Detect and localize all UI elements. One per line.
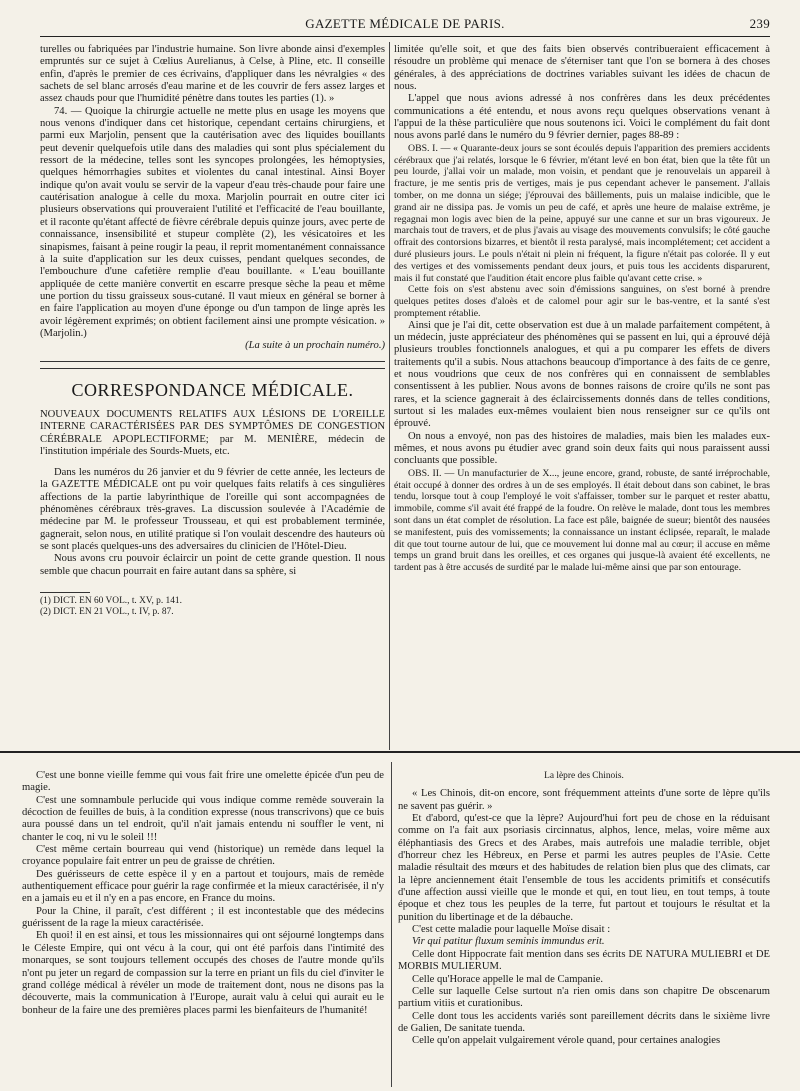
left-column <box>40 44 385 618</box>
page-number: 239 <box>749 16 770 31</box>
paragraph: L'appel que nous avions adressé à nos confrères dans les deux précédentes communications a été entendu, et nous avons reçu quelques observations venant à l'appui de la thèse particulière que nous soutenons ici. Voici le complément du fait dont nous avons parlé dans le numéro du 9 février dernier, pages 88-89 : <box>394 93 770 142</box>
paragraph: Ainsi que je l'ai dit, cette observation est due à un malade parfaitement compétent, à un médecin, juste appréciateur des phénomènes qui se passent en lui, qui a éprouvé déjà plusieurs troubles fonctionnels analogues, et qui a pu comparer les effets de divers traitements qu'il a subis. Nous attachons beaucoup d'importance à des faits de ce genre, et nous voudrions que ceux de nos confrères qui en connaissent de semblables consentissent à les publier. Nous avons de bonnes raisons de croire qu'ils ne sont pas rares, et la science gagnerait à des éclaircissements donnés dans de telles conditions, surtout si les malades eux-mêmes voulaient bien nous renseigner sur ce qu'ils ont éprouvé. <box>394 319 770 430</box>
article-subheading: NOUVEAUX DOCUMENTS RELATIFS AUX LÉSIONS DE L'OREILLE INTERNE CARACTÉRISÉES PAR DES SYMPTÔMES DE CONGESTION CÉRÉBRALE APOPLECTIFORME; par M. MENIÈRE, médecin de l'institution impériale des Sourds-Muets, etc. <box>40 408 385 458</box>
paragraph: Celle dont Hippocrate fait mention dans ses écrits DE NATURA MULIEBRI et DE MORBIS MULIERUM. <box>398 948 770 973</box>
paragraph: 74. — Quoique la chirurgie actuelle ne mette plus en usage les moyens que nous venons d'indiquer dans cet historique, cependant certains chirurgiens, et parmi eux Marjolin, pensent que la cautérisation avec des liquides bouillants peut devenir quelquefois utile dans des maladies qui sont plus spécialement du ressort de la médecine, telles sont les syncopes prolongées, les hémoptysies, quelques hémorrhagies subites et violentes du canal intestinal. Ainsi Boyer indique qu'on avait voulu se servir de la vapeur d'eau très-chaude pour faire une cautérisation analogue à celle du moxa. Marjolin pourrait en outre citer ici plusieurs observations qui prouveraient l'utilité et l'efficacité de l'eau bouillante, et il raconte qu'étant affecté de fièvre cérébrale depuis quinze jours, avec perte de connaissance, insensibilité et stupeur complète (2), les vésicatoires et les sinapismes, faisant à peine rougir la peau, il reprit momentanément connaissance à la suite d'application sur les deux cuisses, pendant quelques secondes, de l'embouchure d'une cafetière remplie d'eau bouillante. « L'eau bouillante appliquée de cette manière convertit en escarre presque sèche la peau et même une portion du tissu graisseux sous-cutané. Il vaut mieux en général se borner à en faire l'application au moyen d'une éponge ou d'un tampon de linge après les avoir légèrement exprimés; on obtient facilement ainsi une prompte vésication. » (Marjolin.) <box>40 105 385 339</box>
observation-note: Cette fois on s'est abstenu avec soin d'émissions sanguines, on s'est borné à prendre quelques petites doses d'aloès et de calomel pour agir sur le bas-ventre, et la santé s'est promptement rétablie. <box>394 284 770 319</box>
continuation-note: (La suite à un prochain numéro.) <box>245 340 385 352</box>
paragraph: Des guérisseurs de cette espèce il y en a partout et toujours, mais de remède authentiquement efficace pour guérir la rage confirmée et la mieux caractérisée, il n'y en a jamais eu et il n'y en a pas encore, en France du moins. <box>22 868 385 905</box>
section-title: CORRESPONDANCE MÉDICALE. <box>71 379 354 400</box>
paragraph: Et d'abord, qu'est-ce que la lèpre? Aujourd'hui fort peu de chose en la réduisant comme on l'a fait aux psoriasis circinnatus, alphos, lence, melas, voire même aux éléphantiasis des Grecs et des Arabes, mais autrefois une maladie terrible, objet d'horreur chez les Hébreux, en Perse et parmi les autres peuples de l'Asie. Cette maladie résultait des mœurs et des habitudes de relation bien plus que des climats, car la lèpre anciennement était l'ensemble de tous les accidents primitifs et consécutifs d'une affection aussi vieille que le monde et qui, en tout lieu, en tout temps, à toute époque et chez tous les peuples de la terre, fut partout et toujours le résultat et la punition du libertinage et de la débauche. <box>398 813 770 923</box>
footnote: (1) DICT. EN 60 VOL., t. XV, p. 141. <box>40 596 182 607</box>
paragraph: Nous avons cru pouvoir éclaircir un point de cette grande question. Il nous semble que chacun pourrait en faire autant dans sa sphère, si <box>40 553 385 577</box>
paragraph: Celle qu'Horace appelle le mal de Campanie. <box>412 973 604 985</box>
column-divider <box>391 762 392 1087</box>
footnote-rule <box>40 592 90 593</box>
paragraph: Celle qu'on appelait vulgairement vérole quand, pour certaines analogies <box>412 1035 721 1047</box>
observation: OBS. I. — « Quarante-deux jours se sont écoulés depuis l'apparition des premiers accidents cérébraux que j'ai relatés, lorsque le 6 février, m'étant levé en bon état, bien que la tête fût un peu lourde, j'allai voir un malade, mon voisin, et pendant que je renouvelais un appareil à fracture, je me sentis pris de vertiges, mais je pus cependant achever le pansement. J'allais tomber, on me donna un siége; j'éprouvai des bâillements, puis un malaise indicible, que le grand air ne dissipa pas. Je vomis un peu de café, et après une heure de malaise extrême, je regagnai mon logis avec bien de la peine, appuyé sur une canne et sur un bras vigoureux. Je marchais tout de travers, et de plus j'avais au visage des mouvements convulsifs; le côté gauche offrait des contorsions bizarres, et bientôt il resta paralysé, mais incomplétement; cet accident a duré plusieurs jours. Le pouls n'était ni plein ni fréquent, la figure n'était pas colorée. Il y eut des vertiges et des vomissements pendant deux jours, et puis tous les accidents disparurent, mais il fut constaté que l'audition était encore plus faible qu'avant cette crise. » <box>394 142 770 284</box>
right-column <box>394 44 770 574</box>
header-title: GAZETTE MÉDICALE DE PARIS. <box>305 16 505 31</box>
column-divider <box>389 42 390 750</box>
paragraph: Dans les numéros du 26 janvier et du 9 février de cette année, les lecteurs de la GAZETTE MÉDICALE ont pu voir quelques faits relatifs à ces singulières affections de la partie labyrinthique de l'oreille qui sont accompagnées de phénomènes cérébraux très-graves. La discussion soulevée à l'Académie de médecine par M. le professeur Trousseau, et qui est probablement terminée, gagnerait, selon nous, en utilité pratique si l'on voulait descendre des hauteurs où se sont placés quelques-uns des adversaires du clinicien de l'Hôtel-Dieu. <box>40 466 385 553</box>
feuilleton-divider <box>0 751 800 753</box>
paragraph: Celle dont tous les accidents variés sont pareillement décrits dans le sixième livre de Galien, De sanitate tuenda. <box>398 1010 770 1034</box>
paragraph: C'est une somnambule perlucide qui vous indique comme remède souverain la décoction de feuilles de buis, à la condition expresse (nous transcrivons) que ce buis aura poussé dans un tel endroit, qu'il n'ait jamais entendu ni souffler le vent, ni chanter le coq, ni vu le soleil !!! <box>22 794 384 843</box>
section-divider <box>40 368 385 369</box>
footnote: (2) DICT. EN 21 VOL., t. IV, p. 87. <box>40 607 174 618</box>
paragraph: C'est une bonne vieille femme qui vous fait frire une omelette épicée d'un peu de magie. <box>22 770 384 794</box>
paragraph: Pour la Chine, il paraît, c'est différent ; il est incontestable que des médecins guérissent de la rage la mieux caractérisée. <box>22 905 384 930</box>
section-divider <box>40 361 385 362</box>
subsection-title: La lèpre des Chinois. <box>544 771 624 781</box>
page-header <box>40 18 770 36</box>
header-rule <box>40 36 770 37</box>
paragraph: C'est cette maladie pour laquelle Moïse disait : <box>412 924 611 936</box>
paragraph: turelles ou fabriquées par l'industrie humaine. Son livre abonde ainsi d'exemples empruntés sur ce sujet à Cœlius Aurelianus, à Celse, à Pline, etc. Il conseille enfin, d'après le premier de ces écrivains, d'appliquer dans les névralgies « des sachets de sel blanc arrosés d'eau marine et de les couvrir de fers assez larges et assez chauds pour que l'humidité pénètre dans toutes les parties (1). » <box>40 44 385 105</box>
latin-quote: Vir qui patitur fluxum seminis immundus erit. <box>412 936 605 948</box>
bottom-left-column <box>22 770 384 1017</box>
paragraph: Eh quoi! il en est ainsi, et tous les missionnaires qui ont séjourné longtemps dans le Céleste Empire, qui ont vécu à la cour, qui ont été parfois dans l'intimité des monarques, se sont toujours tellement occupés des choses de l'autre monde qu'ils n'ont pu jeter un regard de compassion sur la terre en priant un fils du ciel d'inviter le grand collége médical à révéler un mode de traitement dont, nous ne disons pas la découverte, mais la communication à l'Europe, aurait valu à celui qui aurait eu le bonheur de la faire une des premières places parmi les bienfaiteurs de l'humanité! <box>22 930 384 1016</box>
paragraph: C'est même certain bourreau qui vend (historique) un remède dans lequel la croyance populaire fait entrer un peu de graisse de chrétien. <box>22 844 384 868</box>
paragraph: limitée qu'elle soit, et que des faits bien observés contribueraient efficacement à résoudre un problème qui menace de s'éterniser tant que l'on se bornera à des choses générales, à des appréciations de doctrines variables suivant les idées de chacun de nous. <box>394 44 770 93</box>
observation: OBS. II. — Un manufacturier de X..., jeune encore, grand, robuste, de santé irréprochable, était occupé à donner des ordres à un de ses employés. Il était debout dans son cabinet, le bras tendu, lorsque tout à coup l'employé le voit s'affaisser, tomber sur le parquet et rester abattu, immobile, comme s'il avait été frappé de la foudre. On relève le malade, dont tous les membres sont dans un état complet de résolution. La face est pâle, baignée de sueur; bientôt des nausées se manifestent, puis des vomissements; la connaissance un instant éclipsée, reparaît, le malade dit que tout tourne autour de lui, que ce mouvement lui donne mal au cœur; il accuse en même temps un grand bruit dans les oreilles, et ces organes qui jusque-là avaient été excellents, ne tardent pas à être accusés de surdité par le malade lui-même ainsi que par son entourage. <box>394 467 770 574</box>
bottom-right-column <box>398 770 770 1048</box>
paragraph: « Les Chinois, dit-on encore, sont fréquemment atteints d'une sorte de lèpre qu'ils ne savent pas guérir. » <box>398 788 770 812</box>
paragraph: Celle sur laquelle Celse surtout n'a rien omis dans son chapitre De obscenarum partium vitiis et curationibus. <box>398 985 770 1010</box>
paragraph: On nous a envoyé, non pas des histoires de maladies, mais bien les malades eux-mêmes, et nous avons pu étudier avec grand soin deux faits qui nous paraissent aussi concluants que possible. <box>394 430 770 467</box>
